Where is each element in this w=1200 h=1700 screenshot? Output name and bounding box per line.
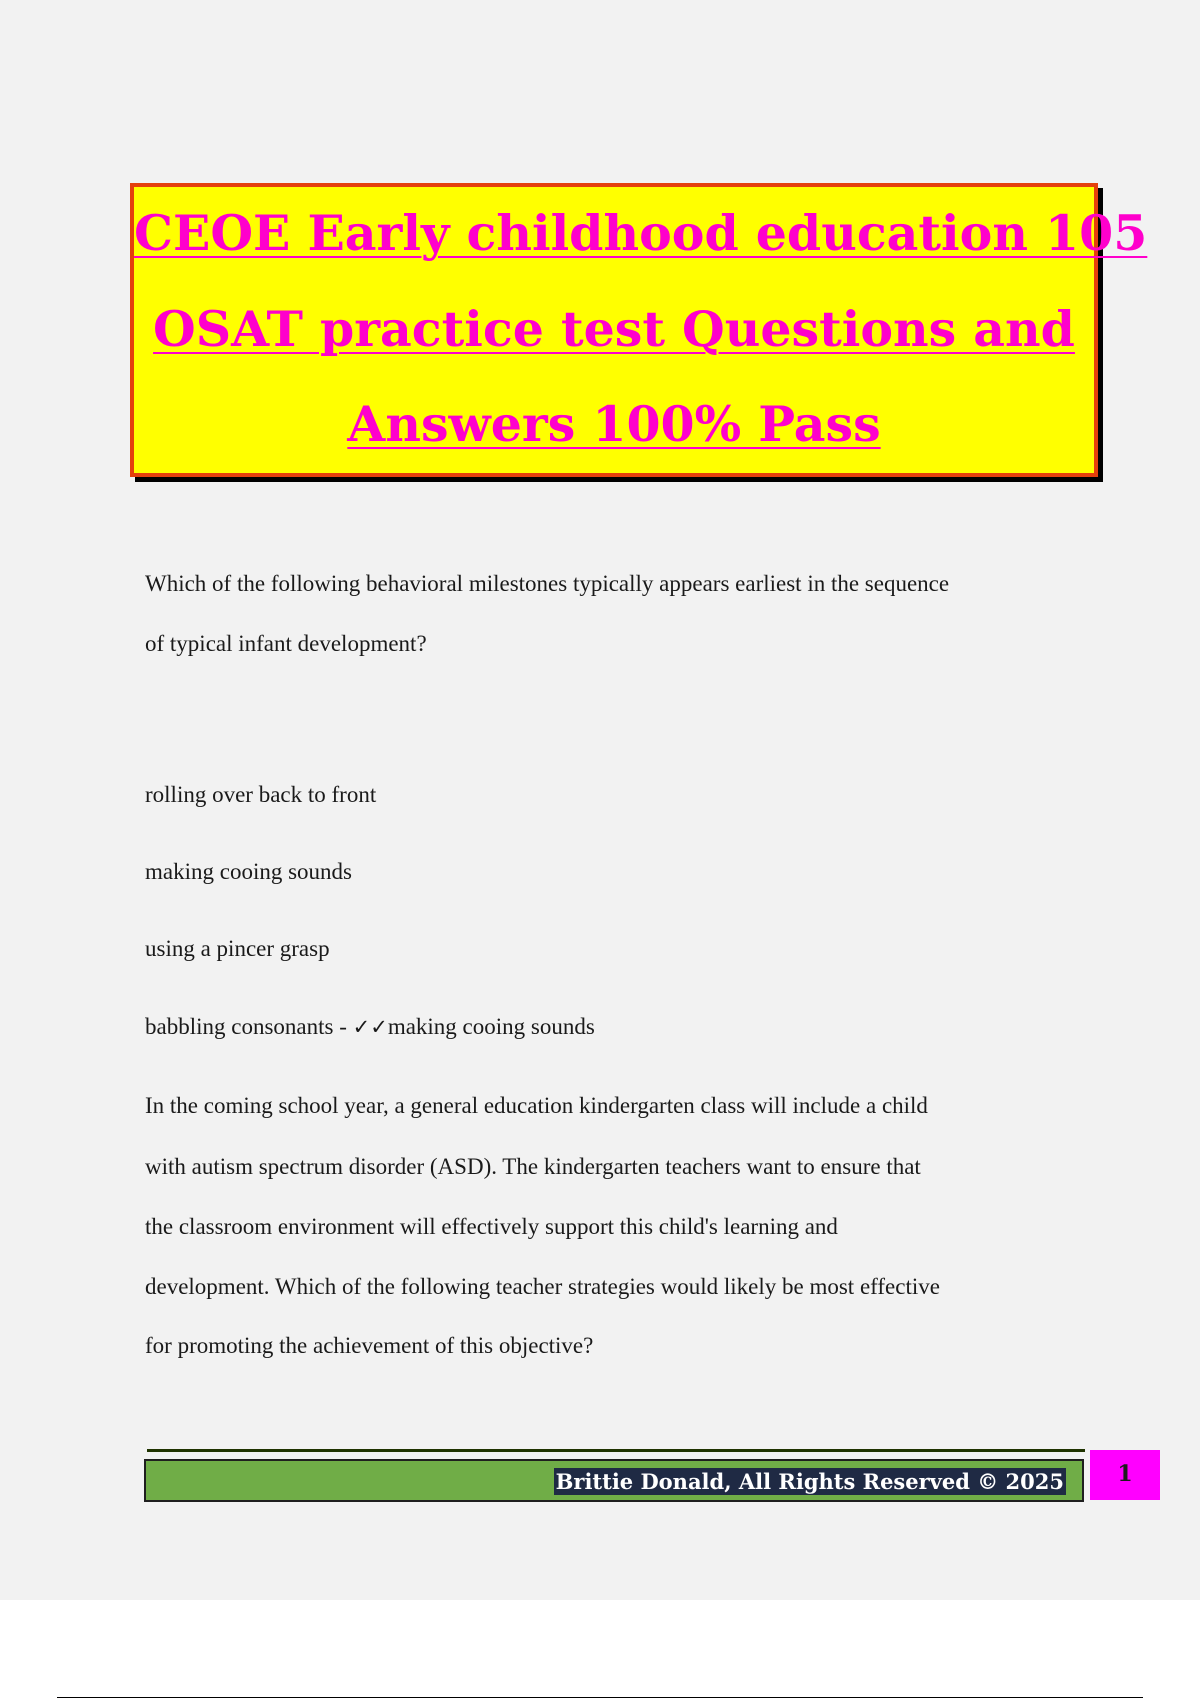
question-1-line-1: Which of the following behavioral milestones typically appears earliest in the sequence <box>145 571 950 596</box>
question-1-option-3: using a pincer grasp <box>145 936 330 961</box>
title-banner <box>130 183 1148 477</box>
title-line-2: OSAT practice test Questions and <box>153 300 1075 358</box>
checkmark-icon: ✓✓ <box>352 1015 388 1039</box>
page-number: 1 <box>1090 1450 1160 1500</box>
question-1-answer: making cooing sounds <box>387 1014 595 1039</box>
question-1-option-2: making cooing sounds <box>145 859 352 884</box>
question-2-line-3: the classroom environment will effectively support this child's learning and <box>145 1214 838 1239</box>
question-1-option-1: rolling over back to front <box>145 782 377 807</box>
question-1-option-4: babbling consonants - <box>145 1014 353 1039</box>
question-2-line-4: development. Which of the following teacher strategies would likely be most effective <box>145 1274 940 1299</box>
question-2-line-2: with autism spectrum disorder (ASD). The kindergarten teachers want to ensure that <box>145 1154 921 1179</box>
footer-copyright: Brittie Donald, All Rights Reserved © 2025 <box>555 1469 1064 1494</box>
page-bottom-rule <box>57 1697 1143 1698</box>
title-line-1: CEOE Early childhood education 105 <box>134 204 1148 262</box>
question-2-line-1: In the coming school year, a general education kindergarten class will include a child <box>145 1093 928 1118</box>
footer-bar <box>144 1459 1084 1502</box>
question-1-line-2: of typical infant development? <box>145 631 427 656</box>
question-1-option-4-with-answer <box>145 1012 595 1042</box>
title-line-3: Answers 100% Pass <box>347 395 881 453</box>
question-2-line-5: for promoting the achievement of this objective? <box>145 1333 594 1358</box>
footer-divider <box>147 1449 1085 1452</box>
